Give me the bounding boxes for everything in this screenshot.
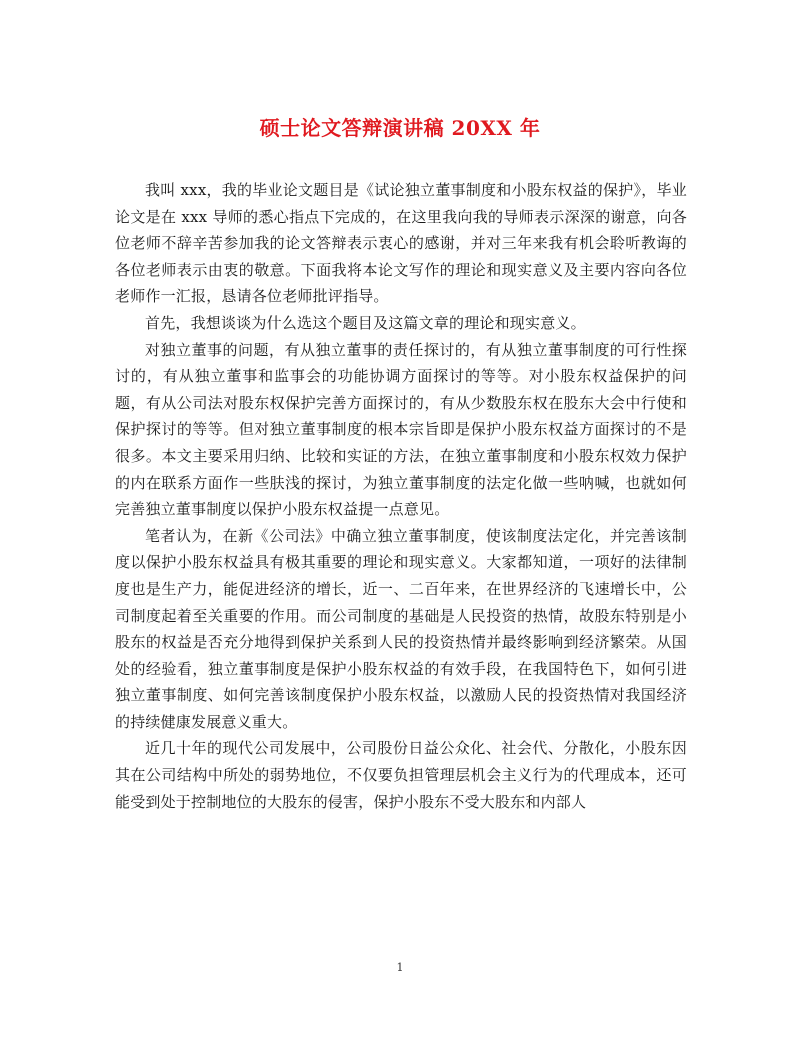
paragraph-significance: 笔者认为，在新《公司法》中确立独立董事制度，使该制度法定化，并完善该制度以保护小股东权益具有极其重要的理论和现实意义。大家都知道，一项好的法律制度也是生产力，能促进经济的增长，近一、二百年来，在世界经济的飞速增长中，公司制度起着至关重要的作用。而公司制度的基础是人民投资的热情，故股东特别是小股东的权益是否充分地得到保护关系到人民的投资热情并最终影响到经济繁荣。从国处的经验看，独立董事制度是保护小股东权益的有效手段，在我国特色下，如何引进独立董事制度、如何完善该制度保护小股东权益，以激励人民的投资热情对我国经济的持续健康发展意义重大。: [115, 526, 687, 731]
paragraph-research-status: 对独立董事的问题，有从独立董事的责任探讨的，有从独立董事制度的可行性探讨的，有从独立董事和监事会的功能协调方面探讨的等等。对小股东权益保护的问题，有从公司法对股东权保护完善方面探讨的，有从少数股东权在股东大会中行使和保护探讨的等等。但对独立董事制度的根本宗旨即是保护小股东权益方面探讨的不是很多。本文主要采用归纳、比较和实证的方法，在独立董事制度和小股东权效力保护的内在联系方面作一些肤浅的探讨，为独立董事制度的法定化做一些呐喊，也就如何完善独立董事制度以保护小股东权益提一点意见。: [115, 340, 687, 519]
paragraph-topic-intro: 首先，我想谈谈为什么选这个题目及这篇文章的理论和现实意义。: [145, 313, 586, 332]
document-title: 硕士论文答辩演讲稿 20XX 年: [259, 116, 541, 140]
document-body: [115, 177, 687, 815]
paragraph-background: 近几十年的现代公司发展中，公司股份日益公众化、社会代、分散化，小股东因其在公司结构中所处的弱势地位，不仅要负担管理层机会主义行为的代理成本，还可能受到处于控制地位的大股东的侵害，保护小股东不受大股东和内部人: [115, 739, 687, 811]
paragraph-introduction: 我叫 xxx，我的毕业论文题目是《试论独立董事制度和小股东权益的保护》，毕业论文是在 xxx 导师的悉心指点下完成的，在这里我向我的导师表示深深的谢意，向各位老师不辞辛苦参加我的论文答辩表示衷心的感谢，并对三年来我有机会聆听教诲的各位老师表示由衷的敬意。下面我将本论文写作的理论和现实意义及主要内容向各位老师作一汇报，恳请各位老师批评指导。: [115, 181, 687, 306]
page-number: 1: [396, 961, 404, 974]
